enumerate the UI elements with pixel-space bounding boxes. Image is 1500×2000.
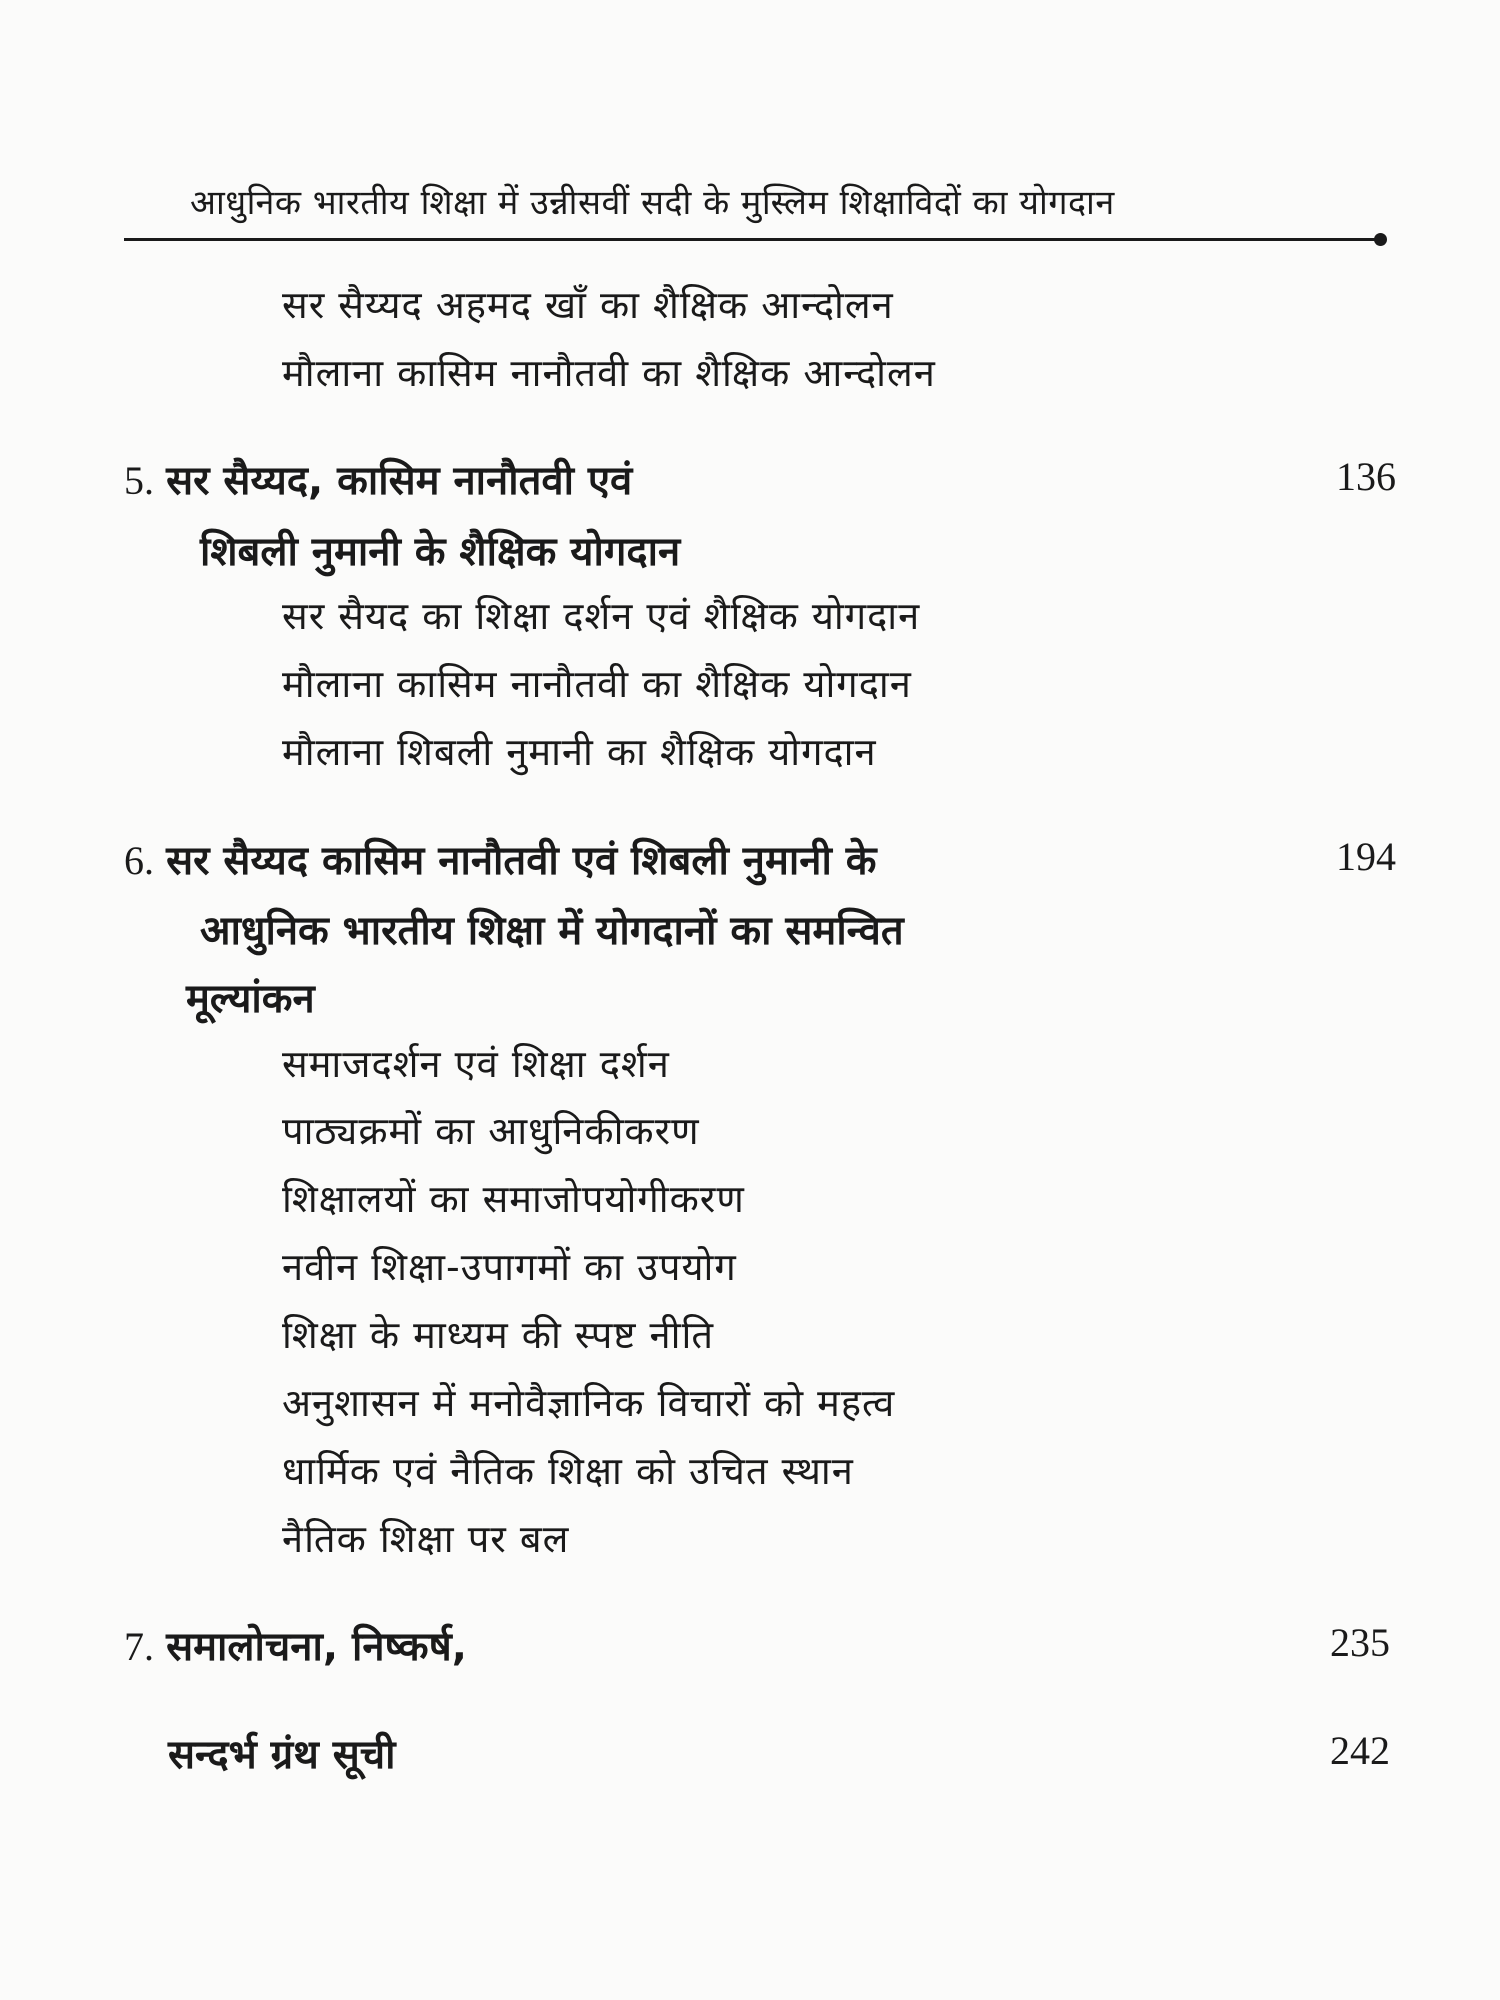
chapter-6-title-line1: सर सैय्यद कासिम नानौतवी एवं शिबली नुमानी के (166, 838, 877, 884)
running-head: आधुनिक भारतीय शिक्षा में उन्नीसवीं सदी के मुस्लिम शिक्षाविदों का योगदान (190, 183, 1115, 223)
chapter-6-subsection-5: शिक्षा के माध्यम की स्पष्ट नीति (282, 1313, 714, 1357)
chapter-7-title: समालोचना, निष्कर्ष, (166, 1624, 467, 1670)
chapter-6-page: 194 (1336, 834, 1396, 879)
chapter-6-heading[interactable] (124, 831, 877, 886)
chapter-6-subsection-1: समाजदर्शन एवं शिक्षा दर्शन (282, 1042, 670, 1086)
header-rule (124, 238, 1380, 241)
chapter-5-subsection-2: मौलाना कासिम नानौतवी का शैक्षिक योगदान (282, 662, 912, 706)
chapter-5-heading[interactable] (124, 451, 632, 506)
chapter-5-page: 136 (1336, 454, 1396, 499)
chapter-6-subsection-6: अनुशासन में मनोवैज्ञानिक विचारों को महत्व (282, 1381, 896, 1425)
prev-subsection-2: मौलाना कासिम नानौतवी का शैक्षिक आन्दोलन (282, 351, 936, 395)
chapter-6-subsection-4: नवीन शिक्षा-उपागमों का उपयोग (282, 1245, 737, 1289)
chapter-6-subsection-7: धार्मिक एवं नैतिक शिक्षा को उचित स्थान (282, 1449, 854, 1493)
header-rule-dot (1374, 233, 1387, 246)
prev-subsection-1: सर सैय्यद अहमद खाँ का शैक्षिक आन्दोलन (282, 283, 894, 327)
chapter-5-subsection-3: मौलाना शिबली नुमानी का शैक्षिक योगदान (282, 730, 877, 774)
bibliography-heading[interactable]: सन्दर्भ ग्रंथ सूची (168, 1732, 396, 1778)
chapter-7-number: 7. (124, 1624, 154, 1669)
bibliography-page: 242 (1330, 1728, 1390, 1773)
chapter-6-subsection-8: नैतिक शिक्षा पर बल (282, 1517, 570, 1561)
chapter-6-title-line2: आधुनिक भारतीय शिक्षा में योगदानों का समन्वित (200, 908, 904, 954)
chapter-5-subsection-1: सर सैयद का शिक्षा दर्शन एवं शैक्षिक योगदान (282, 594, 921, 638)
chapter-5-number: 5. (124, 458, 154, 503)
chapter-5-title-line1: सर सैय्यद, कासिम नानौतवी एवं (166, 458, 633, 504)
chapter-7-heading[interactable] (124, 1617, 467, 1672)
chapter-6-number: 6. (124, 838, 154, 883)
chapter-7-page: 235 (1330, 1620, 1390, 1665)
chapter-5-title-line2: शिबली नुमानी के शैक्षिक योगदान (200, 529, 681, 575)
chapter-6-subsection-2: पाठ्यक्रमों का आधुनिकीकरण (282, 1109, 700, 1153)
chapter-6-title-line3: मूल्यांकन (186, 976, 315, 1022)
chapter-6-subsection-3: शिक्षालयों का समाजोपयोगीकरण (282, 1177, 745, 1221)
